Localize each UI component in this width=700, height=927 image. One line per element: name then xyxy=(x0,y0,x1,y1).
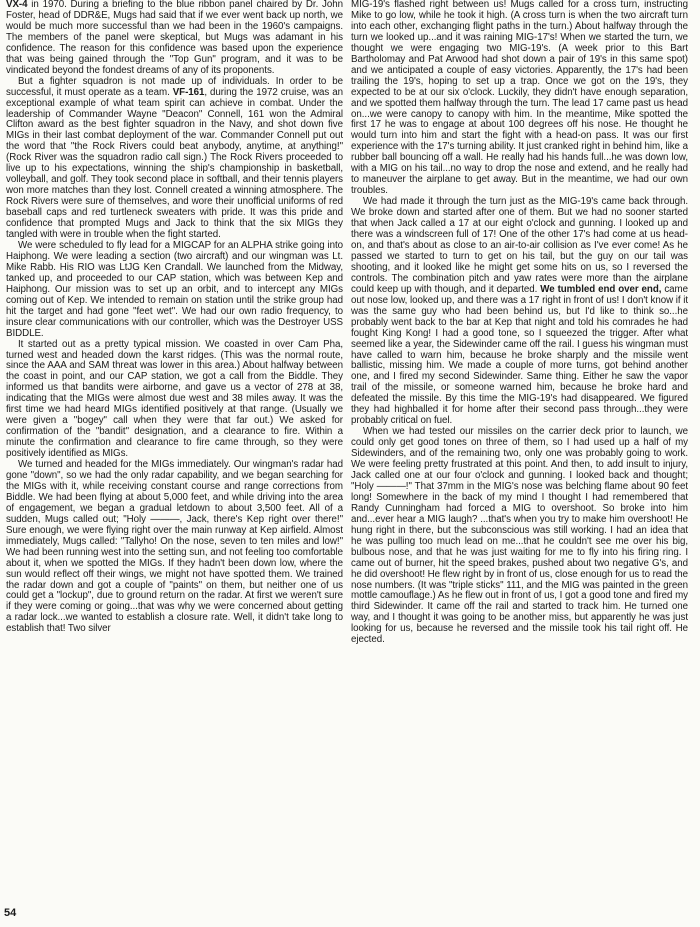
page-number: 54 xyxy=(4,907,17,919)
paragraph-text: When we had tested our missiles on the carrier deck prior to launch, we could only get good tones on three of them, so I had used up a half of my Sidewinders, and of the remaining two, only one was probably going to work. We were feeling pretty frustrated at this point. And then, to add insult to injury, Jack called one at our four o'clock and gunning. I looked back and thought; "Holy ———!" That 37mm in the MIG's nose was belching flame about 90 feet long! Somewhere in the back of my mind I thought I had remembered that Randy Cunningham had forced a MIG to overshoot. So broke into him and...ever hear a MIG laugh? ...that's when you try to make him overshoot! He hung right in there, but the subconscious was still working. I had an idea that he was pulling too much lead on me...that he couldn't see me over his big, bulbous nose, and that he was just waiting for me to fly into his firing ring. I came out of burner, hit the speed brakes, pushed about two negative G's, and he did overshoot! He flew right by in front of us, close enough for us to read the nose numbers. (It was "triple sticks" 111, and the MIG was painted in the green mottle camouflage.) As he flew out in front of us, I got a good tone and fired my third Sidewinder. It came off the rail and started to track him. He turned one way, and I thought it was going to be another miss, but apparently he was just looking for us, because he reversed and the missile took his tail right off. He ejected. xyxy=(351,426,688,646)
paragraph xyxy=(351,197,688,427)
paragraph-text: We were scheduled to fly lead for a MIGCAP for an ALPHA strike going into Haiphong. We were leading a section (two aircraft) and our wingman was Lt. Mike Rabb. His RIO was LtJG Ken Crandall. We launched from the Midway, tanked up, and proceeded to our CAP station, which was between Kep and Haiphong. Our mission was to set up an orbit, and to intercept any MIGs coming out of Kep. We intended to remain on station until the strike group had hit the target and had gone "feet wet". We had our own radio frequency, to insure clear communications with our controller, which was the Destroyer USS BIDDLE. xyxy=(6,239,343,339)
paragraph-lead: VF-161 xyxy=(172,86,205,98)
paragraph-text: But a fighter squadron is not made up of individuals. In order to be successful, it must operate as a team. xyxy=(6,75,343,98)
right-column xyxy=(351,0,688,895)
paragraph-text: , during the 1972 cruise, was an exceptional example of what team spirit can achieve in combat. Under the leadership of Commander Wayne "Deacon" Connell, 161 won the Admiral Clifton award as the best fighter squadron in the Navy, and shot down five MIGs in their last combat deployment of the war. Commander Connell put out the word that "the Rock Rivers could beat anybody, anytime, at anything!" (Rock River was the squadron radio call sign.) The Rock Rivers proceeded to live up to his expectations, winning the ship's championship in basketball, volleyball, and golf. They took second place in softball, and their tennis players won more matches than they lost. Connell created a winning atmosphere. The Rock Rivers were sure of themselves, and wore their unofficial uniforms of red baseball caps and red turtleneck sweaters with pride. It was this pride and confidence that prompted Mugs and Jack to think that the six MIGs they tangled with were in trouble when the fight started. xyxy=(6,86,343,241)
paragraph xyxy=(351,427,688,646)
paragraph-text: It started out as a pretty typical mission. We coasted in over Cam Pha, turned west and headed down the karst ridges. (This was the normal route, since the AAA and SAM threat was lower in this area.) About halfway between the coast in point, and our CAP station, we got a call from the Biddle. They informed us that bandits were airborne, and gave us a vector of 278 at 38, indicating that the MIGs were almost due west and 38 miles away. It was the first time we had heard MIGs identified positively at that range. (Usually we were given a "bogey" call when they were that far out.) We asked for confirmation of the "bandit" designation, and a clearance to fire. Within a minute the confirmation and clearance to fire came through, so they were positively identified as MIGs. xyxy=(6,338,343,460)
paragraph xyxy=(6,0,343,77)
paragraph-text: came out nose low, looked up, and there was a 17 right in front of us! I don't know if it was the same guy who had been behind us, but I'd like to think so...he probably went back to the bar at Kep that night and told his comrades he had fought King Kong! I had a good tone, so I squeezed the trigger. After what seemed like a year, the Sidewinder came off the rail. I guess his wingman must have called to warn him, because he broke sharply and the missile went ballistic, missing him. We made a couple of more turns, got behind another one, and I fired my second Sidewinder. Same thing. Either he saw the vapor trail of the missile, or someone warned him, because he broke hard and defeated the missile. By this time the MIG-19's had disappeared. We figured they had highballed it for home after their second pass through...they were probably critical on fuel. xyxy=(351,283,688,427)
paragraph xyxy=(6,340,343,460)
paragraph-text: in 1970. During a briefing to the blue ribbon panel chaired by Dr. John Foster, head of DDR&E, Mugs had said that if we ever went back up north, we would be much more successful than we had been in the 1960's campaigns. The members of the panel were skeptical, but Mugs was adamant in his confidence. The reason for this confidence was based upon the experience that was being gained through the "Top Gun" program, and it was to be vindicated beyond the fondest dreams of any of its proponents. xyxy=(6,0,343,76)
paragraph xyxy=(6,241,343,340)
paragraph-text: We turned and headed for the MIGs immediately. Our wingman's radar had gone "down", so we had the only radar capability, and we began searching for the MIGs with it, while receiving constant course and range corrections from Biddle. We had been flying at about 5,000 feet, and while driving into the area of engagement, we began a gradual letdown to about 3,500 feet. All of a sudden, Mugs called out; "Holy ———, Jack, there's Kep right over there!" Sure enough, we were flying right over the main runway at Kep airfield. Almost immediately, Mugs called: "Tallyho! On the nose, seven to ten miles and low!" We had been running west into the setting sun, and not feeling too comfortable about it, when we spotted the MIGs. If they hadn't been down low, where the sun would reflect off their wings, we might not have spotted them. We trained the radar down and got a couple of "paints" on them, but neither one of us could get a "lockup", due to ground return on the radar. At first we weren't sure if they were coming or going...that was why we were concerned about getting a radar lock...we wanted to establish a closure rate. Well, it didn't take long to establish that! Two silver xyxy=(6,459,343,635)
paragraph-text: We had made it through the turn just as the MIG-19's came back through. We broke down and started after one of them. But we had no sooner started that when Jack called a 17 at our eight o'clock and gunning. I looked up and there was a windscreen full of 17! One of the other 17's had come at us head-on, and that's about as close to an air-to-air collision as I've ever come! As he passed we started to turn to get on his tail, but the guy on our tail was shooting, and it looked like he might get some hits on us, so I reversed the controls. The combination pitch and yaw rates were more than the airplane could keep up with though, and it departed. xyxy=(351,196,688,295)
paragraph xyxy=(351,0,688,197)
paragraph xyxy=(6,77,343,241)
left-column xyxy=(6,0,343,895)
paragraph-text: MIG-19's flashed right between us! Mugs called for a cross turn, instructing Mike to go low, while he took it high. (A cross turn is when the two aircraft turn into each other, exchanging flight paths in the turn.) About halfway through the turn we looked up...and it was raining MIG-17's! When we started the turn, we thought we were engaging two MIG-19's. (A week prior to this Bart Bartholomay and Pat Arwood had shot down a pair of 19's in this same spot) and we anticipated a couple of easy victories. Apparently, the 17's had been trailing the 19's, hoping to set up a trap. Once we got on the 19's, they expected to be at our six o'clock. Luckily, they didn't have enough separation, and we spotted them halfway through the turn. The lead 17 came past us head on...we were canopy to canopy with him. In the meantime, Mike spotted the first 17 he was to engage at about 100 degrees off his nose. He thought he would turn into him and start the fight with a head-on pass. It was our first experience with the 17's turning ability. It just cranked right in behind him, like a rubber ball bouncing off a wall. He really had his hands full...he was down low, with a MIG on his tail...no way to drop the nose and extend, and he really had to maneuver the airplane to get away. But in the meantime, we had our own troubles. xyxy=(351,0,688,197)
paragraph xyxy=(6,460,343,635)
paragraph-lead: We tumbled end over end, xyxy=(540,283,662,295)
paragraph-lead: VX-4 xyxy=(6,0,28,10)
